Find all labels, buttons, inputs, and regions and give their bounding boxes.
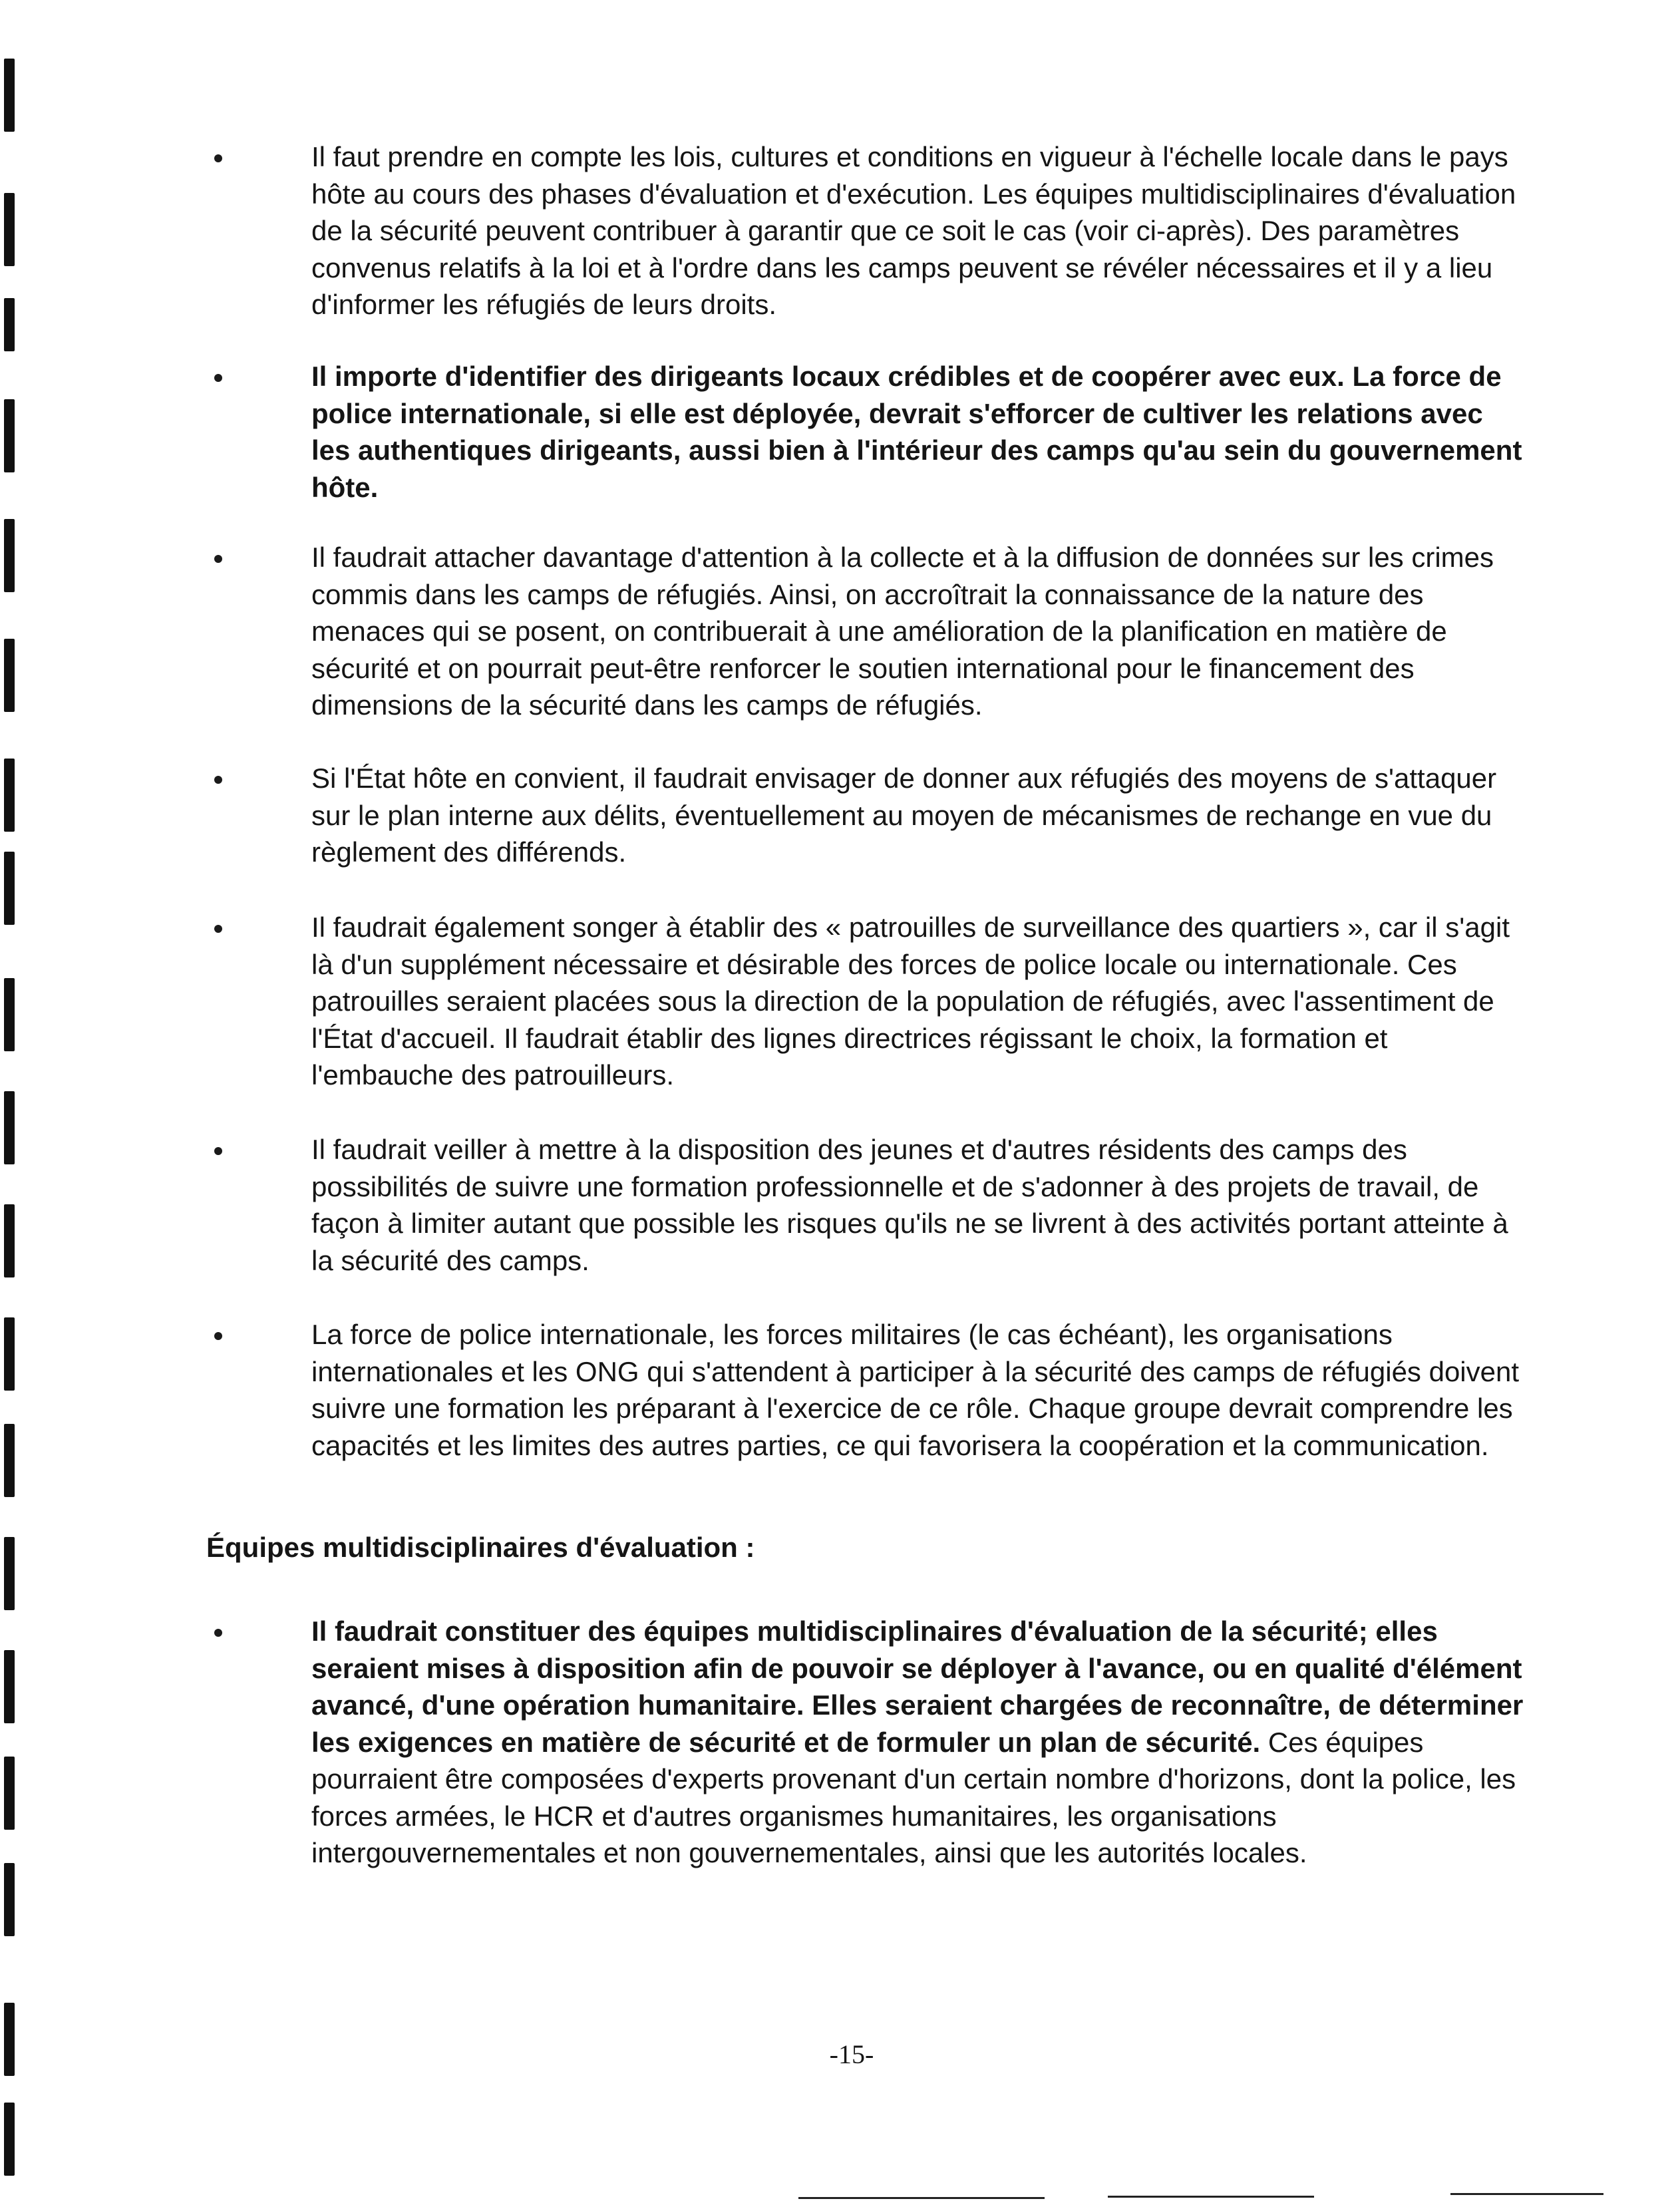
list-item-text: Il faudrait également songer à établir des « patrouilles de surveillance des quartiers », car il s'agit là d'un supplément nécessaire et désirable des forces de police locale ou internationale. Ces patrouilles seraient placées sous la direction de la population de réfugiés, avec l'assentiment de l'État d'accueil. Il faudrait établir des lignes directrices régissant le choix, la formation et l'embauche des patrouilleurs. — [311, 912, 1510, 1091]
scan-edge-mark — [4, 639, 15, 712]
scan-edge-mark — [4, 59, 15, 132]
footer-rule — [1108, 2196, 1314, 2198]
scan-edge-mark — [4, 1091, 15, 1164]
bullet-icon — [214, 154, 222, 162]
scan-edge-mark — [4, 759, 15, 832]
section-heading: Équipes multidisciplinaires d'évaluation : — [206, 1532, 755, 1563]
scan-edge-mark — [4, 1757, 15, 1830]
bullet-icon — [214, 925, 222, 933]
scan-edge-mark — [4, 2003, 15, 2076]
list-item-text — [311, 1613, 1529, 1872]
scan-edge-mark — [4, 1650, 15, 1723]
scan-edge-mark — [4, 1424, 15, 1497]
scan-edge-mark — [4, 1204, 15, 1277]
scan-edge-mark — [4, 298, 15, 351]
list-item-bold-text: Il faudrait constituer des équipes multidisciplinaires d'évaluation de la sécurité; elles seraient mises à disposition afin de pouvoir se déployer à l'avance, ou en qualité d'élément avancé, d'une opération humanitaire. Elles seraient chargées de reconnaître, de déterminer les exigences en matière de sécurité et de formuler un plan de sécurité. — [311, 1615, 1524, 1758]
bullet-icon — [214, 374, 222, 382]
bullet-icon — [214, 555, 222, 563]
list-item-text: Il faut prendre en compte les lois, cultures et conditions en vigueur à l'échelle locale dans le pays hôte au cours des phases d'évaluation et d'exécution. Les équipes multidisciplinaires d'évaluation de la sécurité peuvent contribuer à garantir que ce soit le cas (voir ci-après). Des paramètres convenus relatifs à la loi et à l'ordre dans les camps peuvent se révéler nécessaires et il y a lieu d'informer les réfugiés de leurs droits. — [311, 141, 1516, 320]
list-item-text: Si l'État hôte en convient, il faudrait envisager de donner aux réfugiés des moyens de s'attaquer sur le plan interne aux délits, éventuellement au moyen de mécanismes de rechange en vue du règlement des différends. — [311, 763, 1497, 868]
list-item-text: Il faudrait attacher davantage d'attention à la collecte et à la diffusion de données sur les crimes commis dans les camps de réfugiés. Ainsi, on accroîtrait la connaissance de la nature des menaces qui se posent, on contribuerait à une amélioration de la planification en matière de sécurité et on pourrait peut-être renforcer le soutien international pour le financement des dimensions de la sécurité dans les camps de réfugiés. — [311, 542, 1494, 721]
list-item-text: Il importe d'identifier des dirigeants locaux crédibles et de coopérer avec eux. La force de police internationale, si elle est déployée, devrait s'efforcer de cultiver les relations avec les authentiques dirigeants, aussi bien à l'intérieur des camps qu'au sein du gouvernement hôte. — [311, 361, 1522, 503]
list-item-text: La force de police internationale, les forces militaires (le cas échéant), les organisations internationales et les ONG qui s'attendent à participer à la sécurité des camps de réfugiés doivent suivre une formation les préparant à l'exercice de ce rôle. Chaque groupe devrait comprendre les capacités et les limites des autres parties, ce qui favorisera la coopération et la communication. — [311, 1319, 1520, 1461]
bullet-icon — [214, 1629, 222, 1637]
scan-edge-mark — [4, 519, 15, 592]
page-number: -15- — [829, 2039, 874, 2069]
bullet-icon — [214, 1332, 222, 1340]
footer-rule — [1450, 2193, 1603, 2195]
scan-edge-mark — [4, 193, 15, 266]
bullet-icon — [214, 1147, 222, 1155]
bullet-icon — [214, 776, 222, 784]
scan-edge-mark — [4, 399, 15, 472]
scan-edge-mark — [4, 978, 15, 1051]
scan-edge-mark — [4, 1537, 15, 1610]
list-item-normal-text: Ces équipes pourraient être composées d'experts provenant d'un certain nombre d'horizons, dont la police, les forces armées, le HCR et d'autres organismes humanitaires, les organisations intergouvernementales et non gouvernementales, ainsi que les autorités locales. — [311, 1726, 1516, 1868]
footer-rule — [798, 2197, 1045, 2199]
list-item-text: Il faudrait veiller à mettre à la disposition des jeunes et d'autres résidents des camps des possibilités de suivre une formation professionnelle et de s'adonner à des projets de travail, de façon à limiter autant que possible les risques qu'ils ne se livrent à des activités portant atteinte à la sécurité des camps. — [311, 1134, 1508, 1276]
scan-edge-mark — [4, 2103, 15, 2176]
scan-edge-mark — [4, 852, 15, 925]
scan-edge-mark — [4, 1317, 15, 1391]
scan-edge-mark — [4, 1863, 15, 1936]
